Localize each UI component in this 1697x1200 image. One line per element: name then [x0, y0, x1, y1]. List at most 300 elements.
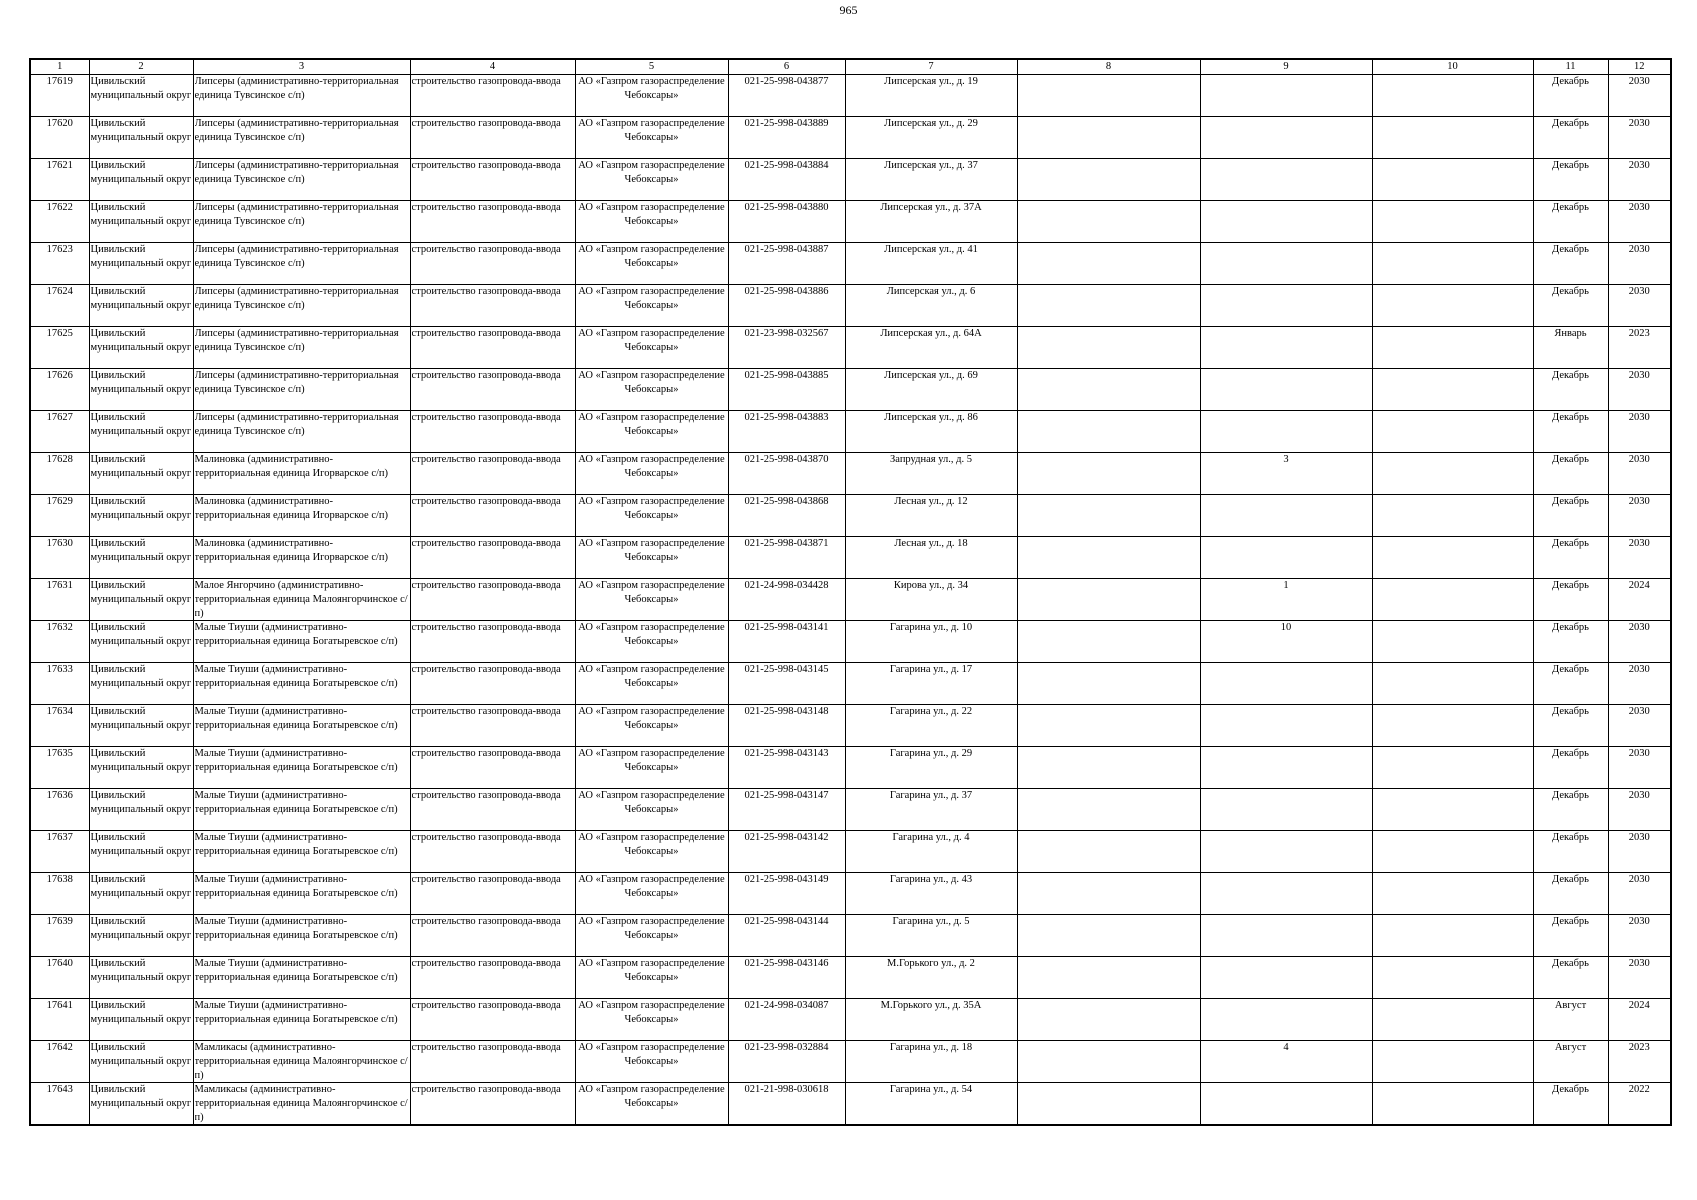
object-code-cell-text: 021-25-998-043868 [744, 496, 829, 507]
row-number [30, 1083, 89, 1126]
column-8-cell-text [1019, 705, 1199, 746]
row-number-text: 17629 [46, 496, 73, 507]
column-9-cell [1200, 369, 1372, 411]
object-code-cell-text: 021-25-998-043883 [744, 412, 829, 423]
column-10-cell [1372, 1041, 1533, 1083]
locality-cell-text: Малое Янгорчино (административно-территориальная единица Малоянгорчинское с/п) [194, 580, 408, 619]
month-cell-text: Декабрь [1552, 412, 1589, 423]
work-type-cell-text: строительство газопровода-ввода [411, 664, 561, 675]
registry-body [30, 75, 1671, 1126]
column-9-cell-text [1202, 117, 1371, 158]
address-cell [845, 369, 1017, 411]
work-type-cell-text: строительство газопровода-ввода [411, 496, 561, 507]
month-cell [1533, 873, 1608, 915]
row-number [30, 789, 89, 831]
organization-cell-text: АО «Газпром газораспределение Чебоксары» [578, 202, 725, 227]
table-row [30, 117, 1671, 159]
locality-cell-text: Липсеры (административно-территориальная единица Тувсинское с/п) [194, 76, 399, 101]
work-type-cell [410, 663, 575, 705]
locality-cell [193, 201, 410, 243]
district-cell [89, 453, 193, 495]
month-cell [1533, 453, 1608, 495]
year-cell-text: 2030 [1628, 118, 1650, 129]
district-cell [89, 789, 193, 831]
address-cell [845, 957, 1017, 999]
object-code-cell [728, 1041, 845, 1083]
column-9-cell-text [1202, 873, 1371, 914]
locality-cell-text: Липсеры (административно-территориальная единица Тувсинское с/п) [194, 412, 399, 437]
organization-cell-text: АО «Газпром газораспределение Чебоксары» [578, 832, 725, 857]
table-row [30, 75, 1671, 117]
column-9-cell-text [1202, 831, 1371, 872]
column-10-cell-text [1374, 117, 1532, 158]
organization-cell-text: АО «Газпром газораспределение Чебоксары» [578, 916, 725, 941]
year-cell [1608, 201, 1671, 243]
column-9-cell-text [1202, 663, 1371, 704]
object-code-cell [728, 831, 845, 873]
locality-cell [193, 789, 410, 831]
column-8-cell-text [1019, 411, 1199, 452]
column-10-cell-text [1374, 453, 1532, 494]
column-10-cell [1372, 747, 1533, 789]
organization-cell-text: АО «Газпром газораспределение Чебоксары» [578, 958, 725, 983]
column-9-cell [1200, 1083, 1372, 1126]
month-cell [1533, 1041, 1608, 1083]
locality-cell [193, 537, 410, 579]
month-cell [1533, 747, 1608, 789]
row-number [30, 705, 89, 747]
address-cell-text: Гагарина ул., д. 22 [889, 706, 973, 717]
organization-cell [575, 369, 728, 411]
organization-cell [575, 747, 728, 789]
organization-cell [575, 957, 728, 999]
year-cell [1608, 957, 1671, 999]
column-10-cell [1372, 369, 1533, 411]
row-number [30, 75, 89, 117]
object-code-cell [728, 789, 845, 831]
row-number-text: 17630 [46, 538, 73, 549]
organization-cell [575, 75, 728, 117]
object-code-cell-text: 021-25-998-043886 [744, 286, 829, 297]
organization-cell [575, 537, 728, 579]
locality-cell [193, 1083, 410, 1126]
district-cell [89, 1083, 193, 1126]
organization-cell [575, 579, 728, 621]
year-cell-text: 2030 [1628, 622, 1650, 633]
column-10-cell [1372, 75, 1533, 117]
row-number-text: 17620 [46, 118, 73, 129]
month-cell [1533, 999, 1608, 1041]
object-code-cell [728, 201, 845, 243]
work-type-cell [410, 285, 575, 327]
locality-cell [193, 285, 410, 327]
year-cell-text: 2024 [1628, 580, 1650, 591]
locality-cell [193, 453, 410, 495]
work-type-cell [410, 999, 575, 1041]
year-cell-text: 2023 [1628, 328, 1650, 339]
work-type-cell-text: строительство газопровода-ввода [411, 958, 561, 969]
address-cell [845, 915, 1017, 957]
month-cell-text: Январь [1554, 328, 1587, 339]
district-cell [89, 411, 193, 453]
district-cell-text: Цивильский муниципальный округ [90, 874, 192, 899]
column-8-cell [1017, 411, 1200, 453]
work-type-cell [410, 789, 575, 831]
locality-cell-text: Малиновка (административно-территориальная единица Игорварское с/п) [194, 538, 389, 563]
row-number-text: 17638 [46, 874, 73, 885]
row-number [30, 285, 89, 327]
locality-cell-text: Малые Тиуши (административно-территориальная единица Богатыревское с/п) [194, 706, 398, 731]
column-8-cell-text [1019, 999, 1199, 1040]
address-cell [845, 159, 1017, 201]
organization-cell-text: АО «Газпром газораспределение Чебоксары» [578, 328, 725, 353]
district-cell-text: Цивильский муниципальный округ [90, 1084, 192, 1109]
column-9-cell [1200, 663, 1372, 705]
column-10-cell [1372, 411, 1533, 453]
column-8-cell-text [1019, 1041, 1199, 1082]
column-10-cell [1372, 495, 1533, 537]
organization-cell-text: АО «Газпром газораспределение Чебоксары» [578, 874, 725, 899]
object-code-cell [728, 285, 845, 327]
year-cell [1608, 999, 1671, 1041]
year-cell [1608, 915, 1671, 957]
year-cell [1608, 537, 1671, 579]
column-8-cell-text [1019, 369, 1199, 410]
column-9-cell-text: 3 [1283, 454, 1289, 465]
work-type-cell-text: строительство газопровода-ввода [411, 748, 561, 759]
object-code-cell-text: 021-25-998-043147 [744, 790, 829, 801]
object-code-cell-text: 021-24-998-034087 [744, 1000, 829, 1011]
column-8-cell-text [1019, 243, 1199, 284]
column-8-cell-text [1019, 537, 1199, 578]
table-row [30, 285, 1671, 327]
column-8-cell [1017, 369, 1200, 411]
year-cell-text: 2030 [1628, 790, 1650, 801]
year-cell-text: 2030 [1628, 832, 1650, 843]
locality-cell-text: Липсеры (административно-территориальная единица Тувсинское с/п) [194, 160, 399, 185]
organization-cell-text: АО «Газпром газораспределение Чебоксары» [578, 454, 725, 479]
address-cell [845, 789, 1017, 831]
row-number-text: 17640 [46, 958, 73, 969]
column-10-cell-text [1374, 999, 1532, 1040]
column-8-cell-text [1019, 747, 1199, 788]
table-row [30, 579, 1671, 621]
locality-cell [193, 1041, 410, 1083]
object-code-cell [728, 579, 845, 621]
month-cell-text: Декабрь [1552, 160, 1589, 171]
row-number-text: 17631 [46, 580, 73, 591]
column-10-cell [1372, 957, 1533, 999]
year-cell-text: 2030 [1628, 454, 1650, 465]
column-10-cell [1372, 915, 1533, 957]
work-type-cell-text: строительство газопровода-ввода [411, 706, 561, 717]
address-cell-text: Липсерская ул., д. 37 [884, 160, 978, 171]
object-code-cell-text: 021-25-998-043887 [744, 244, 829, 255]
column-8-cell-text [1019, 453, 1199, 494]
locality-cell-text: Липсеры (административно-территориальная единица Тувсинское с/п) [194, 286, 399, 311]
month-cell [1533, 201, 1608, 243]
month-cell-text: Декабрь [1552, 706, 1589, 717]
district-cell-text: Цивильский муниципальный округ [90, 790, 192, 815]
address-cell [845, 999, 1017, 1041]
page-number: 965 [839, 3, 858, 17]
table-row [30, 621, 1671, 663]
year-cell [1608, 369, 1671, 411]
organization-cell-text: АО «Газпром газораспределение Чебоксары» [578, 412, 725, 437]
column-9-cell [1200, 495, 1372, 537]
column-8-cell [1017, 75, 1200, 117]
year-cell [1608, 621, 1671, 663]
object-code-cell [728, 621, 845, 663]
month-cell [1533, 1083, 1608, 1126]
column-9-cell-text: 4 [1283, 1042, 1289, 1053]
column-8-cell [1017, 999, 1200, 1041]
year-cell-text: 2022 [1628, 1084, 1650, 1095]
work-type-cell-text: строительство газопровода-ввода [411, 454, 561, 465]
column-9-cell-text [1202, 285, 1371, 326]
object-code-cell-text: 021-25-998-043142 [744, 832, 829, 843]
organization-cell-text: АО «Газпром газораспределение Чебоксары» [578, 538, 725, 563]
column-10-cell [1372, 201, 1533, 243]
year-cell-text: 2030 [1628, 706, 1650, 717]
work-type-cell-text: строительство газопровода-ввода [411, 370, 561, 381]
work-type-cell-text: строительство газопровода-ввода [411, 580, 561, 591]
row-number-text: 17621 [46, 160, 73, 171]
work-type-cell-text: строительство газопровода-ввода [411, 916, 561, 927]
column-8-cell-text [1019, 75, 1199, 116]
locality-cell-text: Малые Тиуши (административно-территориальная единица Богатыревское с/п) [194, 832, 398, 857]
table-row [30, 327, 1671, 369]
work-type-cell-text: строительство газопровода-ввода [411, 832, 561, 843]
column-10-cell-text [1374, 1083, 1532, 1124]
column-9-cell-text [1202, 789, 1371, 830]
locality-cell [193, 705, 410, 747]
column-9-cell [1200, 201, 1372, 243]
month-cell [1533, 495, 1608, 537]
column-10-cell-text [1374, 369, 1532, 410]
locality-cell-text: Липсеры (административно-территориальная единица Тувсинское с/п) [194, 328, 399, 353]
month-cell [1533, 243, 1608, 285]
organization-cell [575, 453, 728, 495]
column-9-cell-text [1202, 327, 1371, 368]
month-cell [1533, 411, 1608, 453]
column-8-cell [1017, 621, 1200, 663]
column-10-cell [1372, 537, 1533, 579]
column-9-cell [1200, 117, 1372, 159]
month-cell-text: Декабрь [1552, 832, 1589, 843]
column-9-cell-text [1202, 747, 1371, 788]
row-number [30, 327, 89, 369]
column-9-cell [1200, 243, 1372, 285]
organization-cell [575, 327, 728, 369]
month-cell-text: Декабрь [1552, 664, 1589, 675]
column-10-cell [1372, 831, 1533, 873]
locality-cell [193, 579, 410, 621]
district-cell-text: Цивильский муниципальный округ [90, 370, 192, 395]
row-number [30, 201, 89, 243]
work-type-cell-text: строительство газопровода-ввода [411, 874, 561, 885]
address-cell-text: Липсерская ул., д. 64А [880, 328, 982, 339]
column-9-cell [1200, 327, 1372, 369]
district-cell [89, 75, 193, 117]
organization-cell [575, 621, 728, 663]
work-type-cell [410, 831, 575, 873]
row-number [30, 243, 89, 285]
column-8-cell [1017, 453, 1200, 495]
organization-cell [575, 1041, 728, 1083]
year-cell-text: 2030 [1628, 286, 1650, 297]
object-code-cell [728, 495, 845, 537]
row-number-text: 17636 [46, 790, 73, 801]
column-10-cell-text [1374, 579, 1532, 620]
object-code-cell [728, 747, 845, 789]
object-code-cell-text: 021-25-998-043144 [744, 916, 829, 927]
month-cell [1533, 831, 1608, 873]
work-type-cell [410, 243, 575, 285]
district-cell-text: Цивильский муниципальный округ [90, 454, 192, 479]
column-9-cell-text [1202, 411, 1371, 452]
organization-cell [575, 243, 728, 285]
column-10-cell-text [1374, 1041, 1532, 1082]
work-type-cell-text: строительство газопровода-ввода [411, 118, 561, 129]
locality-cell [193, 915, 410, 957]
row-number [30, 495, 89, 537]
work-type-cell [410, 537, 575, 579]
column-header: 3 [193, 59, 410, 75]
locality-cell [193, 621, 410, 663]
organization-cell-text: АО «Газпром газораспределение Чебоксары» [578, 496, 725, 521]
row-number [30, 915, 89, 957]
address-cell-text: Липсерская ул., д. 41 [884, 244, 978, 255]
locality-cell-text: Липсеры (административно-территориальная единица Тувсинское с/п) [194, 370, 399, 395]
column-9-cell-text [1202, 957, 1371, 998]
table-row [30, 243, 1671, 285]
month-cell [1533, 957, 1608, 999]
column-8-cell-text [1019, 915, 1199, 956]
organization-cell-text: АО «Газпром газораспределение Чебоксары» [578, 244, 725, 269]
column-10-cell-text [1374, 747, 1532, 788]
column-8-cell [1017, 495, 1200, 537]
month-cell-text: Август [1554, 1042, 1587, 1053]
address-cell-text: Запрудная ул., д. 5 [890, 454, 972, 465]
work-type-cell [410, 747, 575, 789]
year-cell-text: 2030 [1628, 664, 1650, 675]
column-8-cell [1017, 957, 1200, 999]
column-10-cell-text [1374, 621, 1532, 662]
address-cell [845, 201, 1017, 243]
organization-cell-text: АО «Газпром газораспределение Чебоксары» [578, 160, 725, 185]
column-8-cell-text [1019, 957, 1199, 998]
column-8-cell-text [1019, 495, 1199, 536]
row-number-text: 17643 [46, 1084, 73, 1095]
object-code-cell-text: 021-23-998-032567 [744, 328, 829, 339]
month-cell-text: Декабрь [1552, 1084, 1589, 1095]
column-9-cell [1200, 789, 1372, 831]
column-8-cell [1017, 1083, 1200, 1126]
row-number-text: 17639 [46, 916, 73, 927]
column-9-cell [1200, 957, 1372, 999]
address-cell-text: Липсерская ул., д. 37А [880, 202, 982, 213]
address-cell [845, 285, 1017, 327]
table-row [30, 831, 1671, 873]
column-8-cell-text [1019, 579, 1199, 620]
column-9-cell [1200, 411, 1372, 453]
column-8-cell-text [1019, 201, 1199, 242]
locality-cell [193, 831, 410, 873]
year-cell [1608, 873, 1671, 915]
year-cell-text: 2023 [1628, 1042, 1650, 1053]
month-cell [1533, 117, 1608, 159]
column-8-cell-text [1019, 873, 1199, 914]
row-number [30, 579, 89, 621]
year-cell [1608, 663, 1671, 705]
work-type-cell-text: строительство газопровода-ввода [411, 1042, 561, 1053]
column-9-cell-text [1202, 75, 1371, 116]
column-10-cell-text [1374, 957, 1532, 998]
column-8-cell [1017, 789, 1200, 831]
month-cell [1533, 915, 1608, 957]
column-9-cell [1200, 747, 1372, 789]
address-cell-text: Гагарина ул., д. 54 [889, 1084, 973, 1095]
year-cell-text: 2030 [1628, 202, 1650, 213]
table-row [30, 1083, 1671, 1126]
address-cell [845, 411, 1017, 453]
year-cell-text: 2030 [1628, 916, 1650, 927]
column-9-cell [1200, 579, 1372, 621]
locality-cell [193, 495, 410, 537]
work-type-cell-text: строительство газопровода-ввода [411, 538, 561, 549]
year-cell-text: 2030 [1628, 76, 1650, 87]
row-number [30, 159, 89, 201]
row-number-text: 17624 [46, 286, 73, 297]
table-row [30, 1041, 1671, 1083]
table-row [30, 159, 1671, 201]
column-10-cell-text [1374, 327, 1532, 368]
work-type-cell [410, 1041, 575, 1083]
address-cell [845, 1041, 1017, 1083]
column-header: 8 [1017, 59, 1200, 75]
row-number-text: 17628 [46, 454, 73, 465]
locality-cell-text: Мамликасы (административно-территориальная единица Малоянгорчинское с/п) [194, 1042, 408, 1081]
organization-cell-text: АО «Газпром газораспределение Чебоксары» [578, 706, 725, 731]
table-row [30, 957, 1671, 999]
organization-cell [575, 495, 728, 537]
month-cell-text: Декабрь [1552, 496, 1589, 507]
column-10-cell-text [1374, 411, 1532, 452]
column-header: 6 [728, 59, 845, 75]
month-cell-text: Декабрь [1552, 244, 1589, 255]
row-number-text: 17632 [46, 622, 73, 633]
object-code-cell-text: 021-21-998-030618 [744, 1084, 829, 1095]
object-code-cell [728, 705, 845, 747]
column-9-cell [1200, 537, 1372, 579]
locality-cell [193, 117, 410, 159]
address-cell [845, 495, 1017, 537]
work-type-cell [410, 201, 575, 243]
column-8-cell [1017, 747, 1200, 789]
column-10-cell [1372, 705, 1533, 747]
column-8-cell [1017, 537, 1200, 579]
column-8-cell [1017, 285, 1200, 327]
object-code-cell [728, 327, 845, 369]
registry-table [29, 58, 1672, 1126]
object-code-cell [728, 75, 845, 117]
organization-cell-text: АО «Газпром газораспределение Чебоксары» [578, 790, 725, 815]
month-cell [1533, 621, 1608, 663]
address-cell [845, 1083, 1017, 1126]
year-cell [1608, 75, 1671, 117]
organization-cell [575, 831, 728, 873]
